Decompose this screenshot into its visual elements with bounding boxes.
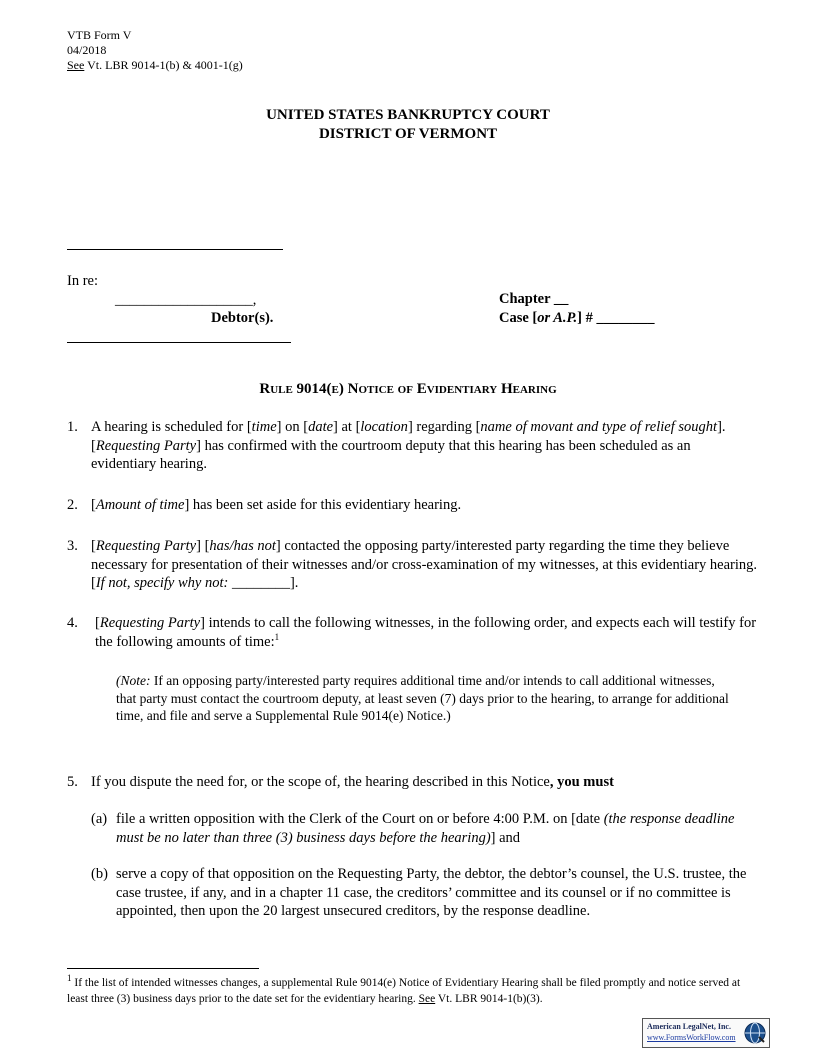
court-district: DISTRICT OF VERMONT [318, 126, 498, 142]
footnote-rule-reference: Vt. LBR 9014-1(b)(3). [435, 993, 543, 1005]
logo-website-link[interactable]: www.FormsWorkFlow.com [647, 1033, 736, 1042]
case-label: Case [ [499, 310, 538, 326]
paragraph-3 [67, 537, 757, 593]
sub-a-text-b: on [date [549, 811, 604, 827]
case-number-blank: ] # ________ [577, 310, 655, 326]
has-has-not-placeholder: has/has not [209, 538, 276, 554]
p1-text-f: ] has confirmed with the courtroom deputy that this hearing has been scheduled as an evidentiary hearing. [91, 437, 691, 472]
p3-text-c: ] contacted the opposing party/interested party regarding the time they believe necessary for presentation of their witnesses and/or cross-examination of my witnesses, at this evidentiary hearing. [ [91, 538, 758, 591]
footnote-reference[interactable]: 1 [274, 631, 280, 642]
case-number-field[interactable] [499, 309, 655, 327]
requesting-party-placeholder: Requesting Party [95, 538, 197, 554]
p3-text-b: ] [ [196, 538, 210, 554]
footnote-separator [67, 968, 259, 969]
amount-of-time-placeholder: Amount of time [95, 497, 185, 513]
p1-text-c: ] at [ [333, 419, 361, 435]
note-label: (Note: [116, 673, 151, 688]
form-header [67, 28, 243, 73]
american-legalnet-logo[interactable] [642, 1018, 770, 1048]
paragraph-5-number: 5. [67, 774, 78, 790]
paragraph-4-number: 4. [67, 615, 78, 631]
logo-company-name: American LegalNet, Inc. [647, 1022, 731, 1031]
sub-a-text-a: file a written opposition with the Clerk of the Court on or before 4:00 [116, 811, 523, 827]
form-reference [67, 58, 243, 73]
if-not-placeholder: If not, specify why not: [95, 575, 229, 591]
requesting-party-placeholder: Requesting Party [95, 437, 197, 454]
witness-note [116, 672, 736, 725]
paragraph-4 [67, 614, 757, 651]
form-id: VTB Form V [67, 28, 132, 42]
location-placeholder: location [360, 419, 408, 435]
requesting-party-placeholder: Requesting Party [99, 615, 201, 631]
caption-bottom-line [67, 342, 291, 343]
debtor-name-blank[interactable]: ___________________, [115, 292, 257, 308]
p1-text-a: A hearing is scheduled for [ [91, 419, 252, 435]
p1-text-d: ] regarding [ [407, 419, 481, 435]
p3-text-a: [ [91, 538, 96, 554]
paragraph-3-number: 3. [67, 538, 78, 554]
p2-text-a: [ [91, 497, 96, 513]
footnote-see-signal: See [418, 993, 436, 1005]
p5-text-a: If you dispute the need for, or the scope of, the hearing described in this Notice [91, 774, 550, 790]
paragraph-1-number: 1. [67, 419, 78, 435]
subparagraph-a [91, 810, 751, 847]
date-placeholder: date [308, 419, 334, 435]
globe-icon [743, 1021, 767, 1045]
subparagraph-a-label: (a) [91, 811, 108, 827]
case-ap-label: or A.P. [537, 310, 578, 326]
pm-label: P.M. [522, 811, 550, 827]
notice-title: Rule 9014(e) Notice of Evidentiary Hearing [259, 381, 557, 397]
chapter-field[interactable]: Chapter __ [499, 291, 569, 307]
p4-text-a: [ [95, 615, 100, 631]
sub-a-text-c: ] and [490, 829, 521, 846]
form-date: 04/2018 [67, 43, 107, 57]
subparagraph-b [91, 865, 751, 921]
paragraph-2 [67, 496, 757, 515]
p5-you-must: , you must [549, 774, 614, 790]
p2-text-b: ] has been set aside for this evidentiary hearing. [184, 497, 462, 513]
p1-text-b: ] on [ [276, 419, 309, 435]
p4-text-b: ] intends to call the following witnesses, in the following order, and expects each will testify for the following amounts of time: [95, 615, 757, 650]
footnote-mark: 1 [67, 973, 72, 984]
response-deadline-note: (the response deadline must be no later than three (3) business days before the hearing) [116, 811, 735, 846]
in-re-label: In re: [67, 273, 98, 289]
court-name: UNITED STATES BANKRUPTCY COURT [266, 107, 550, 123]
p1-text-e: ]. [ [91, 419, 726, 454]
p3-text-d: ________]. [228, 575, 299, 591]
time-placeholder: time [251, 419, 277, 435]
movant-placeholder: name of movant and type of relief sought [480, 419, 718, 435]
court-title [0, 106, 816, 144]
footnote-1 [67, 975, 757, 1007]
caption-top-line [67, 249, 283, 250]
note-text: If an opposing party/interested party requires additional time and/or intends to call additional witnesses, that party must contact the courtroom deputy, at least seven (7) days prior to the hearing, to arrange for additional time, and file and serve a Supplemental Rule 9014(e) Notice.) [116, 673, 729, 723]
rule-reference: Vt. LBR 9014-1(b) & 4001-1(g) [84, 58, 243, 72]
paragraph-1 [67, 418, 757, 474]
see-signal: See [67, 58, 85, 72]
paragraph-2-number: 2. [67, 497, 78, 513]
debtor-label: Debtor(s). [211, 310, 274, 326]
sub-b-text: serve a copy of that opposition on the Requesting Party, the debtor, the debtor’s counsel, the U.S. trustee, the case trustee, if any, and in a chapter 11 case, the creditors’ committee and its counsel or if no committee is appointed, then upon the 20 largest unsecured creditors, by the response deadline. [116, 866, 747, 919]
footnote-text: If the list of intended witnesses changes, a supplemental Rule 9014(e) Notice of Evidentiary Hearing shall be filed promptly and notice served at least three (3) business days prior to the date set for the evidentiary hearing. [67, 977, 741, 1005]
paragraph-5 [67, 773, 757, 792]
subparagraph-b-label: (b) [91, 866, 108, 882]
